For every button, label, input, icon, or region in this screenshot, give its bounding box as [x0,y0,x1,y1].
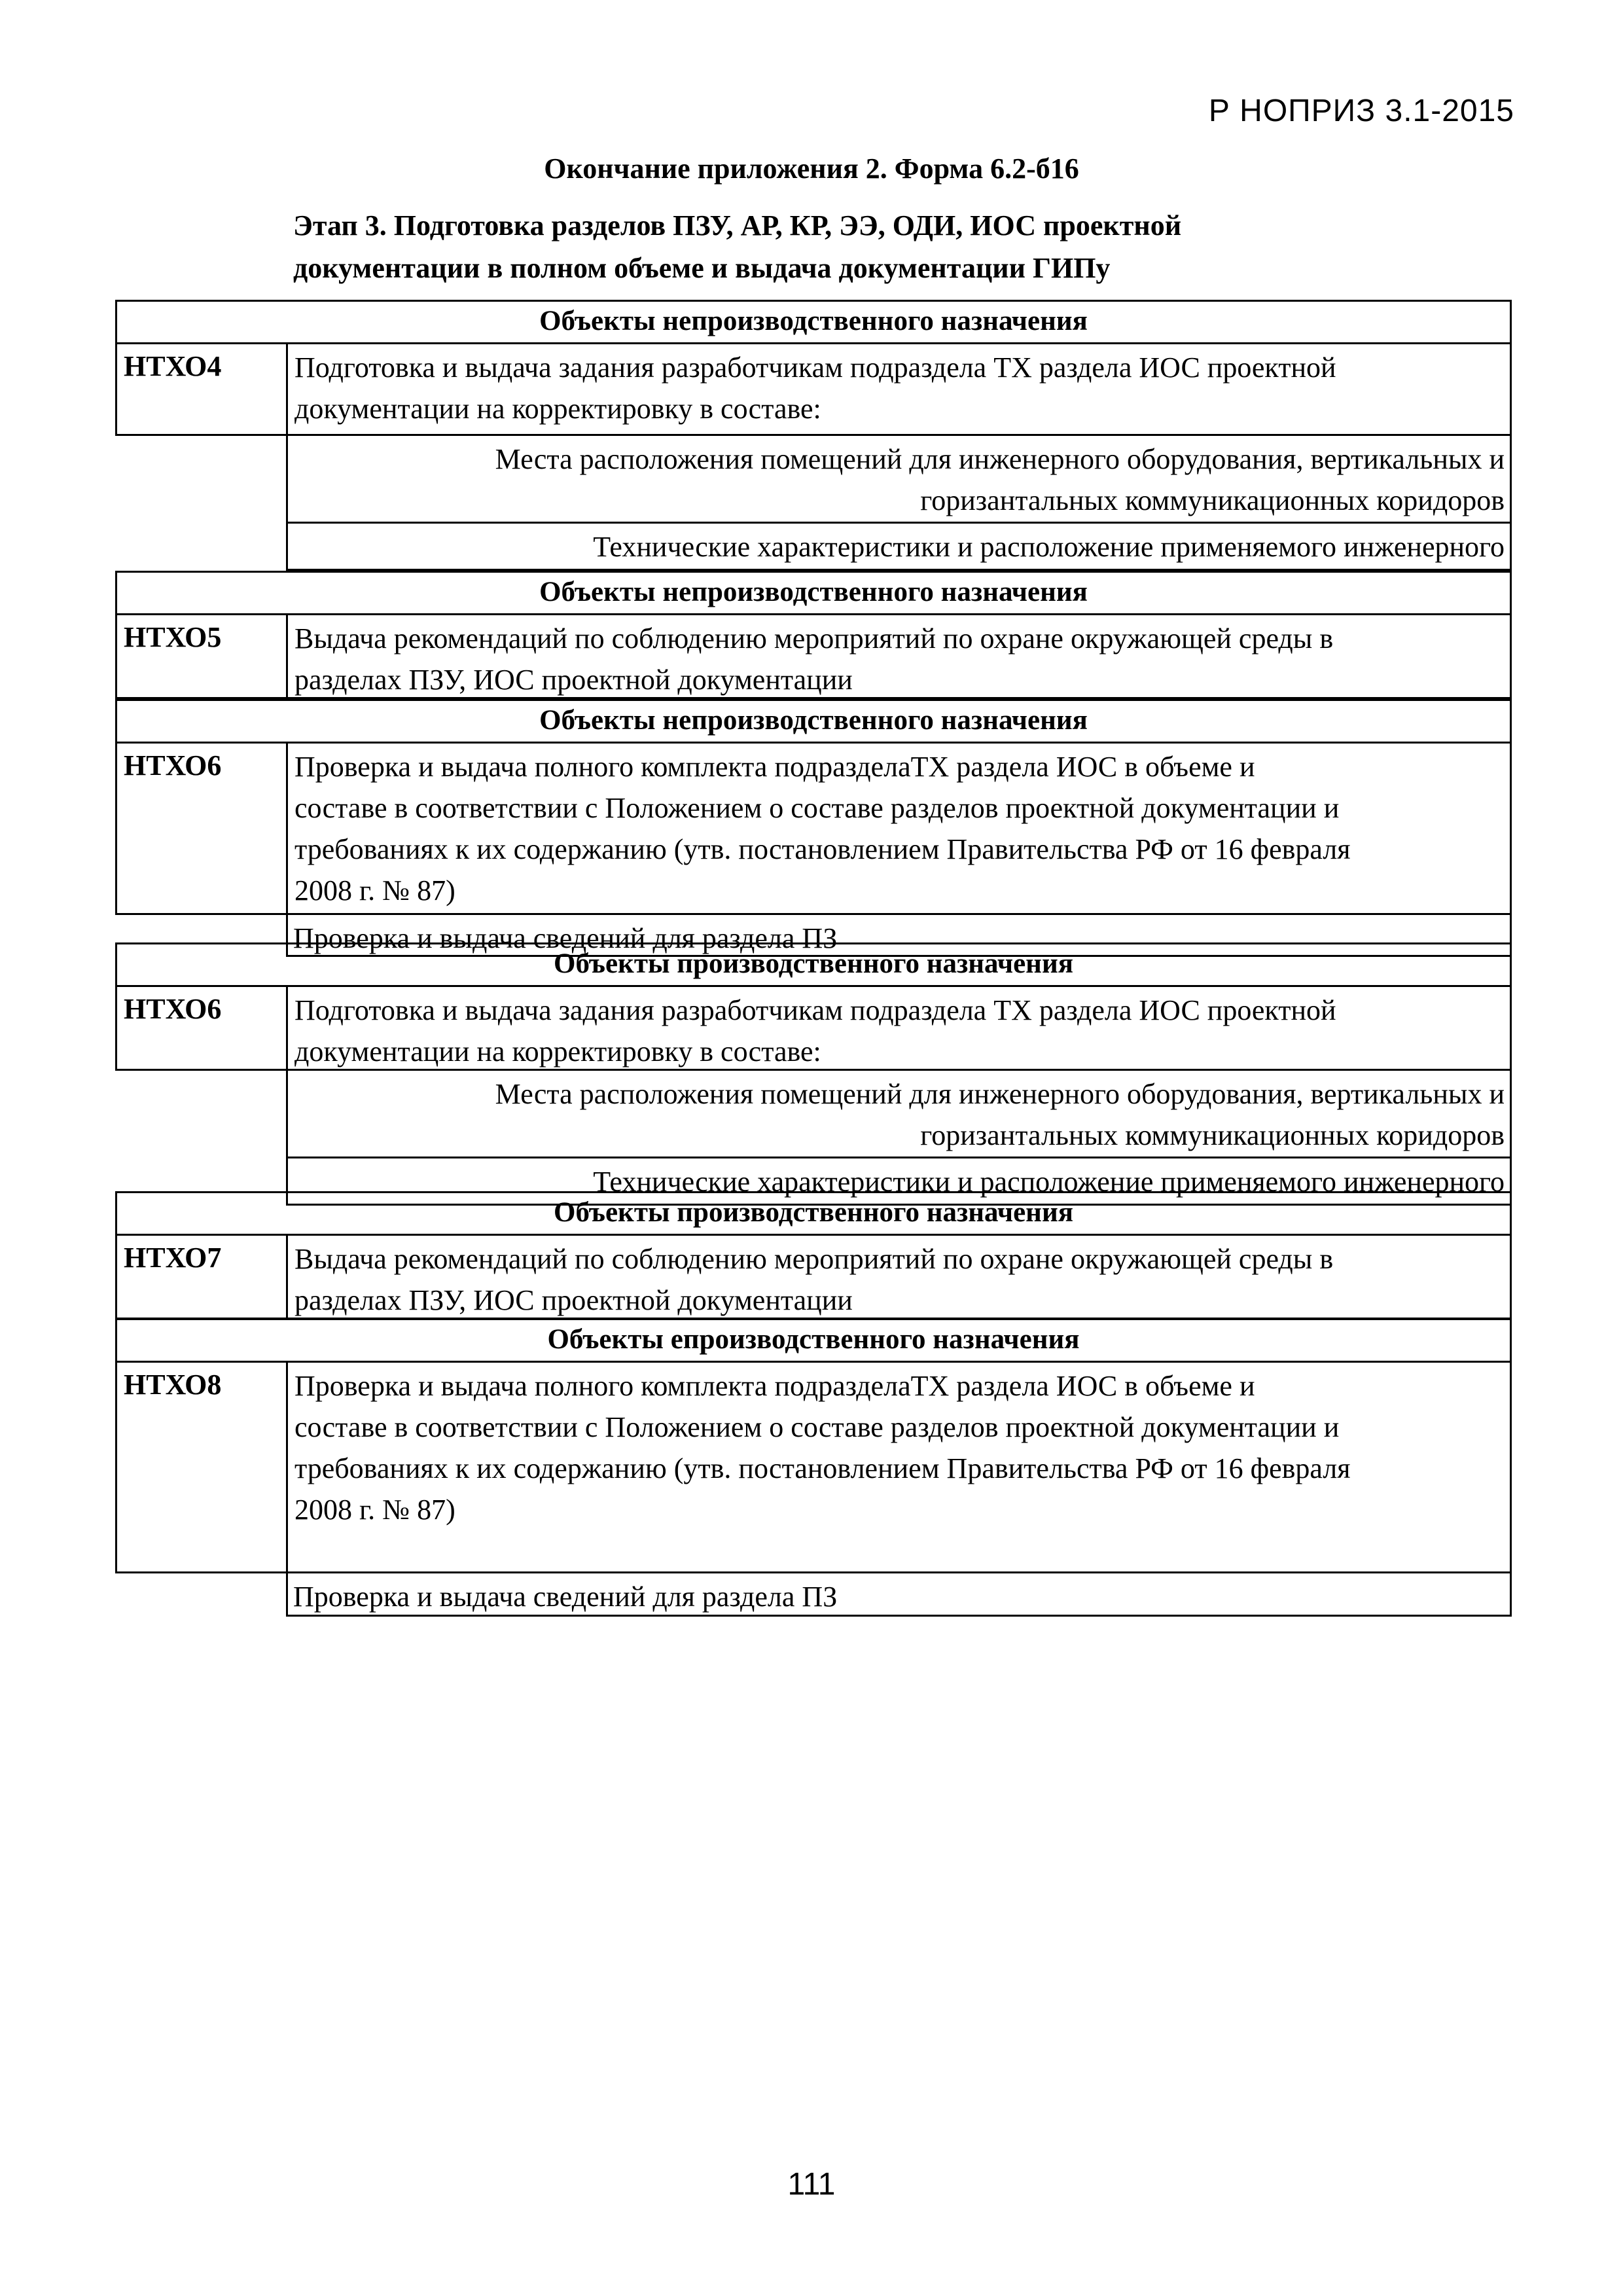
sub-item: Технические характеристики и расположение применяемого инженерного [286,524,1512,571]
sub-item: Проверка и выдача сведений для раздела ПЗ [286,915,1512,957]
work-description [286,1236,1512,1319]
description-line: Проверка и выдача полного комплекта подразделаТХ раздела ИОС в объеме и [294,751,1255,783]
description-line: документации на корректировку в составе: [294,393,821,425]
section-header: Объекты непроизводственного назначения [115,699,1512,744]
section-header: Объекты непроизводственного назначения [115,300,1512,344]
work-code: НТХО5 [115,615,288,699]
work-code: НТХО8 [115,1363,288,1573]
sub-item-line: горизантальных коммуникационных коридоров [920,1119,1505,1151]
work-description [286,615,1512,699]
section-header: Объекты производственного назначения [115,942,1512,987]
sub-item-line: Места расположения помещений для инженерного оборудования, вертикальных и [495,443,1505,475]
description-line: составе в соответствии с Положением о составе разделов проектной документации и [294,1411,1340,1443]
description-line: разделах ПЗУ, ИОС проектной документации [294,664,853,696]
work-code: НТХО7 [115,1236,288,1319]
stage-title [293,204,1406,289]
description-line: составе в соответствии с Положением о составе разделов проектной документации и [294,792,1340,824]
section-header: Объекты производственного назначения [115,1191,1512,1236]
sub-item-line: Места расположения помещений для инженерного оборудования, вертикальных и [495,1078,1505,1110]
work-code: НТХО6 [115,987,288,1071]
stage-title-line: Этап 3. Подготовка разделов ПЗУ, АР, КР, ЭЭ, ОДИ, ИОС проектной [293,209,1182,242]
stage-title-line: документации в полном объеме и выдача документации ГИПу [293,252,1111,284]
work-description [286,987,1512,1071]
work-description [286,1363,1512,1573]
description-line: Выдача рекомендаций по соблюдению мероприятий по охране окружающей среды в [294,622,1334,655]
work-description [286,344,1512,436]
sub-item: Проверка и выдача сведений для раздела ПЗ [286,1573,1512,1617]
description-line: требованиях к их содержанию (утв. постановлением Правительства РФ от 16 февраля [294,833,1351,865]
description-line: Выдача рекомендаций по соблюдению мероприятий по охране окружающей среды в [294,1243,1334,1275]
description-line: Подготовка и выдача задания разработчикам подраздела ТХ раздела ИОС проектной [294,994,1336,1026]
sub-item [286,1071,1512,1158]
document-code: Р НОПРИЗ 3.1-2015 [1208,94,1514,128]
description-line: Подготовка и выдача задания разработчикам подраздела ТХ раздела ИОС проектной [294,351,1336,384]
work-code: НТХО4 [115,344,288,436]
description-line: разделах ПЗУ, ИОС проектной документации [294,1284,853,1316]
description-line: 2008 г. № 87) [294,1494,455,1526]
section-header: Объекты непроизводственного назначения [115,571,1512,615]
section-header: Объекты епроизводственного назначения [115,1318,1512,1363]
description-line: 2008 г. № 87) [294,874,455,906]
description-line: требованиях к их содержанию (утв. постановлением Правительства РФ от 16 февраля [294,1452,1351,1484]
sub-item-line: горизантальных коммуникационных коридоров [920,484,1505,516]
page-number: 111 [787,2167,836,2202]
description-line: Проверка и выдача полного комплекта подразделаТХ раздела ИОС в объеме и [294,1370,1255,1402]
work-description [286,744,1512,915]
work-code: НТХО6 [115,744,288,915]
description-line: документации на корректировку в составе: [294,1035,821,1067]
sub-item [286,436,1512,524]
appendix-title: Окончание приложения 2. Форма 6.2-б16 [544,152,1079,185]
sub-item: Технические характеристики и расположение применяемого инженерного [286,1158,1512,1206]
